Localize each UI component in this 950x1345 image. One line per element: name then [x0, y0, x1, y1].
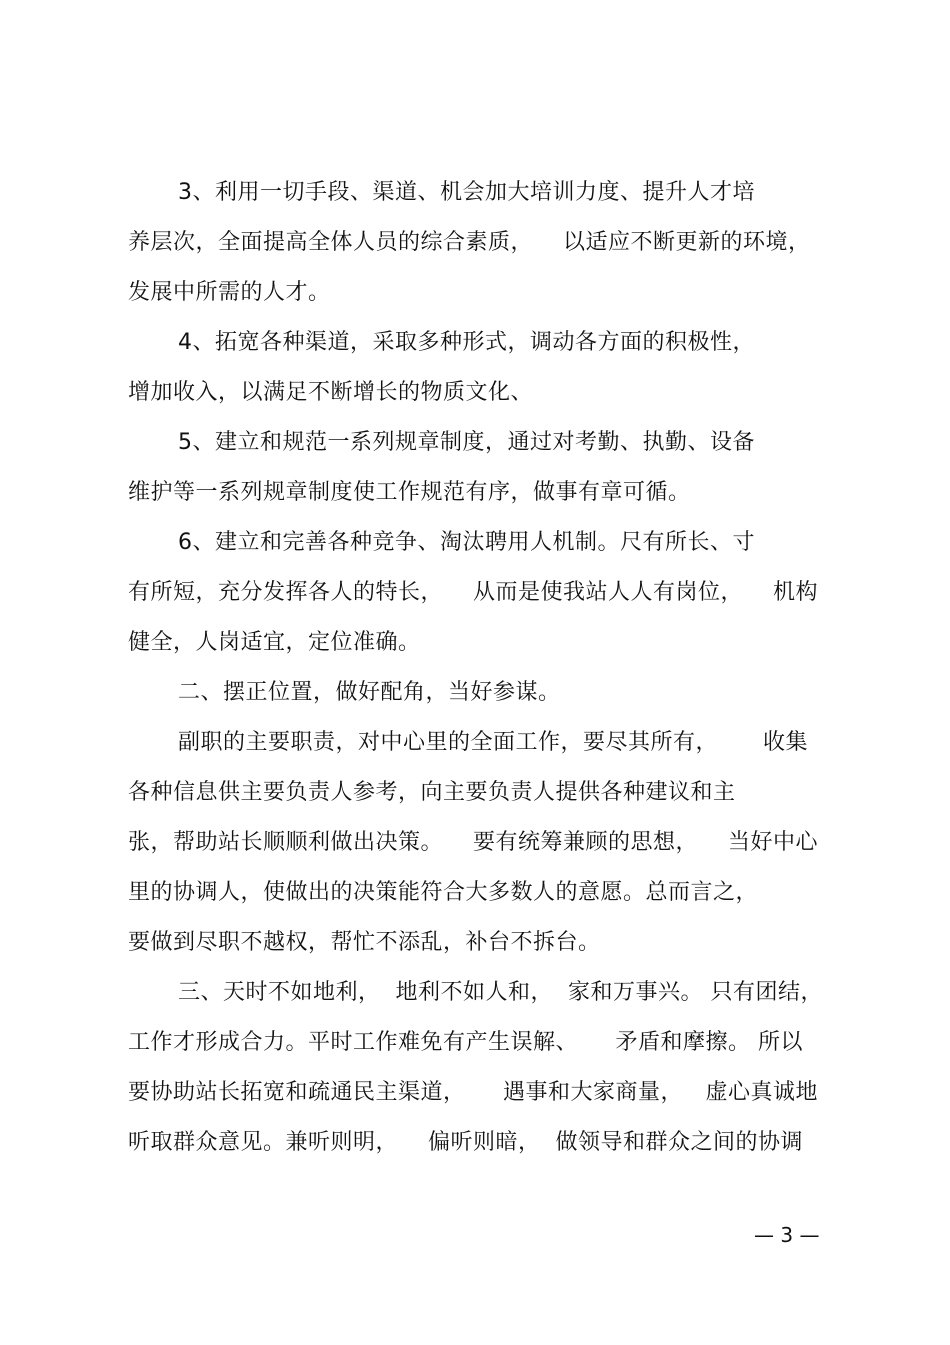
text-line: 听取群众意见。兼听则明， 偏听则暗， 做领导和群众之间的协调 [128, 1130, 803, 1155]
text-line: 健全，人岗适宜，定位准确。 [128, 630, 421, 655]
text-line: 增加收入，以满足不断增长的物质文化、 [128, 380, 534, 405]
text-line: 5、建立和规范一系列规章制度，通过对考勤、执勤、设备 [178, 430, 755, 455]
text-line: 维护等一系列规章制度使工作规范有序，做事有章可循。 [128, 480, 691, 505]
text-line: 里的协调人，使做出的决策能符合大多数人的意愿。总而言之， [128, 880, 759, 905]
text-line: 工作才形成合力。平时工作难免有产生误解、 矛盾和摩擦。 所以 [128, 1030, 803, 1055]
text-line: 张，帮助站长顺顺利做出决策。 要有统筹兼顾的思想， 当好中心 [128, 830, 818, 855]
text-line: 副职的主要职责，对中心里的全面工作，要尽其所有， 收集 [178, 730, 808, 755]
text-line: 有所短，充分发挥各人的特长， 从而是使我站人人有岗位， 机构 [128, 580, 818, 605]
text-line: 各种信息供主要负责人参考，向主要负责人提供各种建议和主 [128, 780, 736, 805]
section-heading: 三、天时不如地利， 地利不如人和， 家和万事兴。 只有团结， [178, 980, 823, 1005]
text-line: 要做到尽职不越权，帮忙不添乱，补台不拆台。 [128, 930, 601, 955]
text-line: 3、利用一切手段、渠道、机会加大培训力度、提升人才培 [178, 180, 755, 205]
page-number: — 3 — [754, 1223, 820, 1247]
section-heading: 二、摆正位置，做好配角，当好参谋。 [178, 680, 561, 705]
text-line: 4、拓宽各种渠道，采取多种形式，调动各方面的积极性， [178, 330, 755, 355]
text-line: 6、建立和完善各种竞争、淘汰聘用人机制。尺有所长、寸 [178, 530, 755, 555]
text-line: 发展中所需的人才。 [128, 280, 331, 305]
text-line: 要协助站长拓宽和疏通民主渠道， 遇事和大家商量， 虚心真诚地 [128, 1080, 818, 1105]
text-line: 养层次，全面提高全体人员的综合素质， 以适应不断更新的环境， [128, 230, 811, 255]
